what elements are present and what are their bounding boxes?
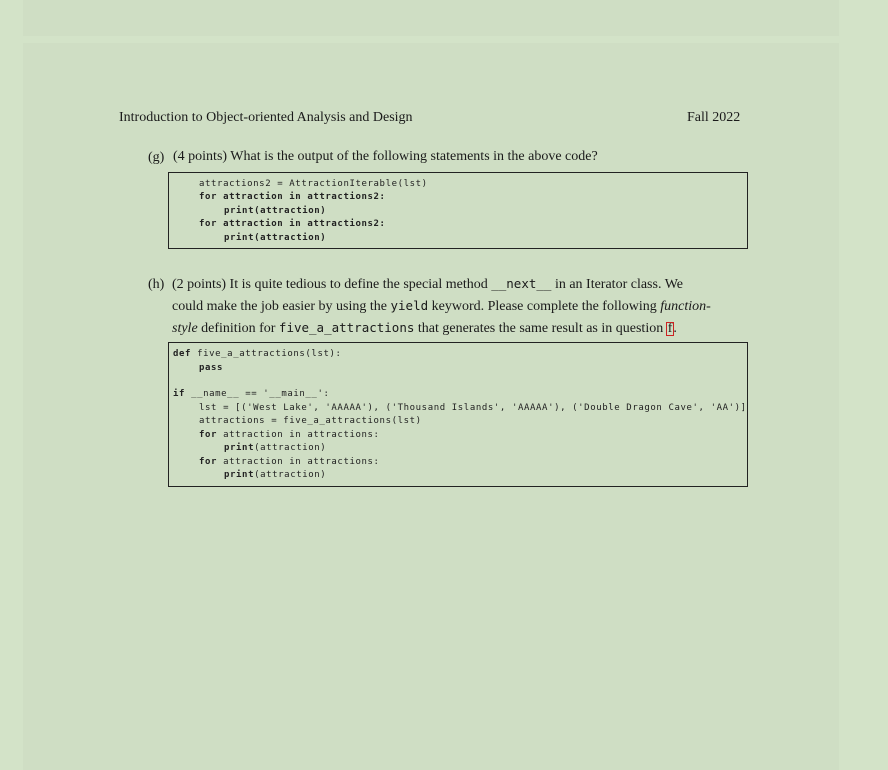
code-text: __name__ == '__main__': bbox=[185, 389, 330, 399]
question-h-label: (h) bbox=[148, 277, 165, 292]
code-text: attraction in attractions: bbox=[217, 457, 380, 467]
text-run: . bbox=[673, 321, 677, 336]
code-keyword: def bbox=[173, 349, 192, 359]
text-emphasis: style bbox=[172, 321, 198, 336]
text-emphasis: function- bbox=[660, 299, 711, 314]
code-keyword: for bbox=[199, 457, 218, 467]
code-keyword: print bbox=[224, 470, 255, 480]
question-g-code-box bbox=[168, 172, 748, 249]
code-text: five_a_attractions(lst): bbox=[191, 349, 342, 359]
inline-code: yield bbox=[390, 298, 429, 313]
code-line bbox=[199, 178, 428, 192]
text-run: (2 points) It is quite tedious to define the special method bbox=[172, 277, 492, 292]
question-reference-link[interactable]: f bbox=[667, 321, 673, 336]
code-text: (attraction) bbox=[254, 443, 327, 453]
code-keyword: for bbox=[199, 430, 218, 440]
question-h-code-box bbox=[168, 342, 748, 487]
code-text: attractions = five_a_attractions(lst) bbox=[199, 416, 422, 426]
course-title: Introduction to Object-oriented Analysis and Design bbox=[119, 110, 413, 125]
code-text: lst = [('West Lake', 'AAAAA'), ('Thousand Islands', 'AAAAA'), ('Double Dragon Cave', 'AA')] bbox=[199, 403, 747, 413]
page-top-strip bbox=[23, 0, 839, 36]
term-label: Fall 2022 bbox=[687, 110, 741, 125]
text-run: could make the job easier by using the bbox=[172, 299, 391, 314]
question-h-line-3 bbox=[172, 317, 677, 340]
code-keyword: pass bbox=[199, 363, 224, 373]
code-line bbox=[173, 348, 342, 362]
code-line bbox=[224, 232, 326, 246]
inline-code: __next__ bbox=[491, 276, 552, 291]
code-line bbox=[224, 442, 326, 456]
code-line bbox=[224, 469, 326, 483]
code-text: attraction in attractions: bbox=[217, 430, 380, 440]
code-line bbox=[224, 205, 326, 219]
code-line bbox=[199, 218, 386, 232]
code-keyword: print bbox=[224, 443, 255, 453]
question-h-line-2 bbox=[172, 295, 711, 318]
text-run: definition for bbox=[197, 321, 279, 336]
code-line bbox=[199, 191, 386, 205]
code-line bbox=[199, 415, 422, 429]
code-line bbox=[199, 362, 223, 376]
code-line bbox=[199, 456, 380, 470]
text-run: that generates the same result as in question bbox=[414, 321, 667, 336]
code-text: for attraction in attractions2: bbox=[199, 219, 386, 229]
code-line bbox=[199, 429, 380, 443]
code-text: print(attraction) bbox=[224, 206, 327, 216]
code-keyword: if bbox=[173, 389, 186, 399]
inline-code: five_a_attractions bbox=[278, 320, 415, 335]
question-h-line-1 bbox=[172, 273, 683, 296]
code-text: print(attraction) bbox=[224, 233, 327, 243]
question-g-text: (4 points) What is the output of the following statements in the above code? bbox=[173, 149, 598, 164]
text-run: keyword. Please complete the following bbox=[428, 299, 661, 314]
code-text: (attraction) bbox=[254, 470, 327, 480]
code-text: for attraction in attractions2: bbox=[199, 192, 386, 202]
text-run: in an Iterator class. We bbox=[551, 277, 684, 292]
code-text: attractions2 = AttractionIterable(lst) bbox=[199, 179, 428, 189]
question-g-label: (g) bbox=[148, 150, 165, 165]
code-line bbox=[199, 402, 747, 416]
code-line bbox=[173, 388, 330, 402]
